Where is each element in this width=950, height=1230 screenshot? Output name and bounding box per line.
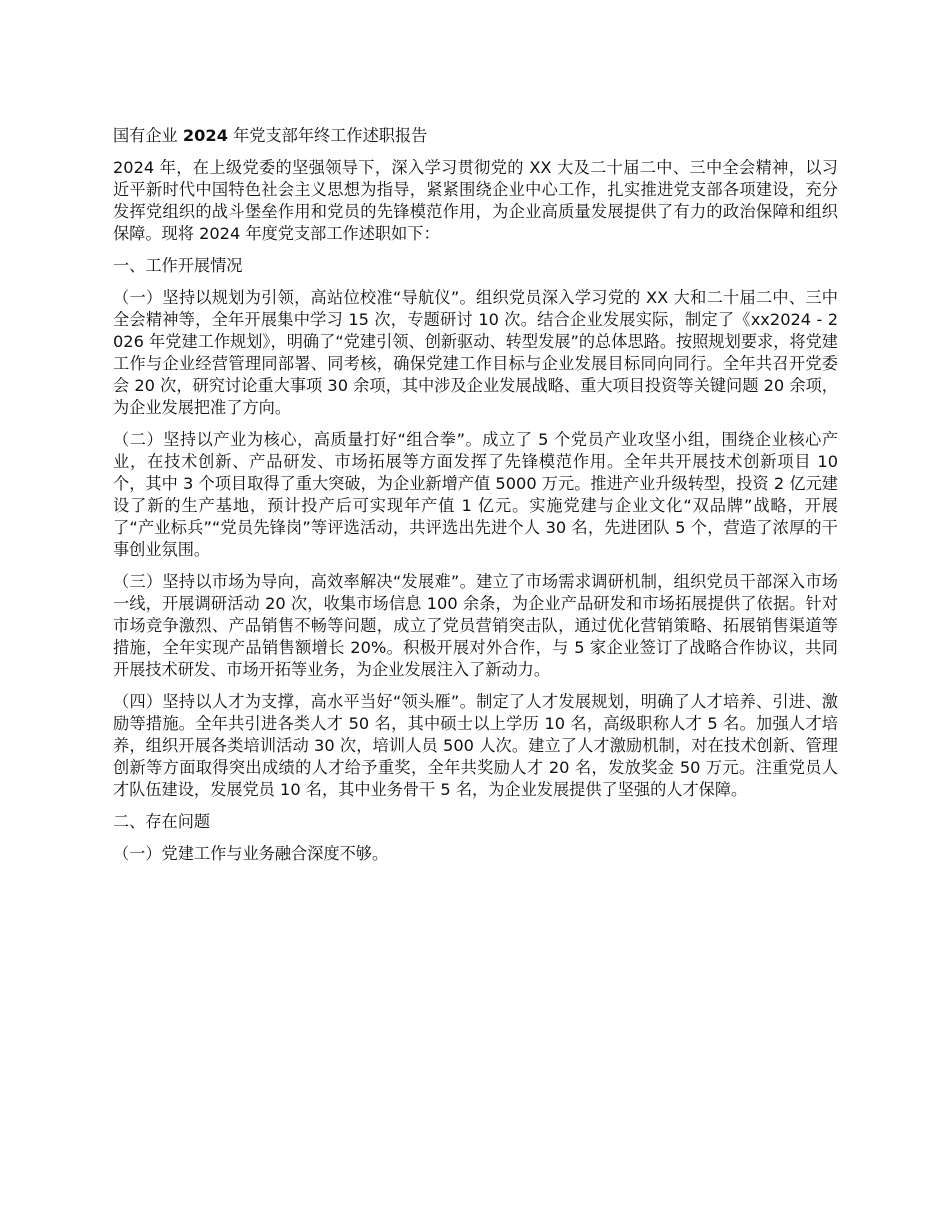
document-page	[113, 125, 838, 875]
document-title	[113, 125, 838, 147]
work-item-industry: （二）坚持以产业为核心，高质量打好“组合拳”。成立了 5 个党员产业攻坚小组，围绕企业核心产业，在技术创新、产品研发、市场拓展等方面发挥了先锋模范作用。全年共开展技术创新项目 10 个，其中 3 个项目取得了重大突破，为企业新增产值 5000 万元。推进产业升级转型，投资 2 亿元建设了新的生产基地，预计投产后可实现年产值 1 亿元。实施党建与企业文化“双品牌”战略，开展了“产业标兵”“党员先锋岗”等评选活动，共评选出先进个人 30 名，先进团队 5 个，营造了浓厚的干事创业氛围。	[113, 430, 838, 559]
title-year: 2024	[182, 126, 228, 145]
work-item-planning: （一）坚持以规划为引领，高站位校准“导航仪”。组织党员深入学习党的 XX 大和二十届二中、三中全会精神等，全年开展集中学习 15 次，专题研讨 10 次。结合企业发展实际，制定了《xx2024 - 2026 年党建工作规划》，明确了“党建引领、创新驱动、转型发展”的总体思路。按照规划要求，将党建工作与企业经营管理同部署、同考核，确保党建工作目标与企业发展目标同向同行。全年共召开党委会 20 次，研究讨论重大事项 30 余项，其中涉及企业发展战略、重大项目投资等关键问题 20 余项，为企业发展把准了方向。	[113, 288, 838, 417]
title-prefix: 国有企业	[113, 126, 178, 145]
title-suffix: 年党支部年终工作述职报告	[233, 126, 428, 145]
work-item-market: （三）坚持以市场为导向，高效率解决“发展难”。建立了市场需求调研机制，组织党员干部深入市场一线，开展调研活动 20 次，收集市场信息 100 余条，为企业产品研发和市场拓展提供了依据。针对市场竞争激烈、产品销售不畅等问题，成立了党员营销突击队，通过优化营销策略、拓展销售渠道等措施，全年实现产品销售额增长 20%。积极开展对外合作，与 5 家企业签订了战略合作协议，共同开展技术研发、市场开拓等业务，为企业发展注入了新动力。	[113, 572, 838, 679]
problem-item-integration: （一）党建工作与业务融合深度不够。	[113, 844, 389, 863]
intro-paragraph: 2024 年，在上级党委的坚强领导下，深入学习贯彻党的 XX 大及二十届二中、三中全会精神，以习近平新时代中国特色社会主义思想为指导，紧紧围绕企业中心工作，扎实推进党支部各项建设，充分发挥党组织的战斗堡垒作用和党员的先锋模范作用，为企业高质量发展提供了有力的政治保障和组织保障。现将 2024 年度党支部工作述职如下：	[113, 158, 838, 243]
section-heading-work: 一、工作开展情况	[113, 256, 243, 275]
work-item-talent: （四）坚持以人才为支撑，高水平当好“领头雁”。制定了人才发展规划，明确了人才培养、引进、激励等措施。全年共引进各类人才 50 名，其中硕士以上学历 10 名，高级职称人才 5 名。加强人才培养，组织开展各类培训活动 30 次，培训人员 500 人次。建立了人才激励机制，对在技术创新、管理创新等方面取得突出成绩的人才给予重奖，全年共奖励人才 20 名，发放奖金 50 万元。注重党员人才队伍建设，发展党员 10 名，其中业务骨干 5 名，为企业发展提供了坚强的人才保障。	[113, 692, 838, 799]
section-heading-problems: 二、存在问题	[113, 812, 211, 831]
